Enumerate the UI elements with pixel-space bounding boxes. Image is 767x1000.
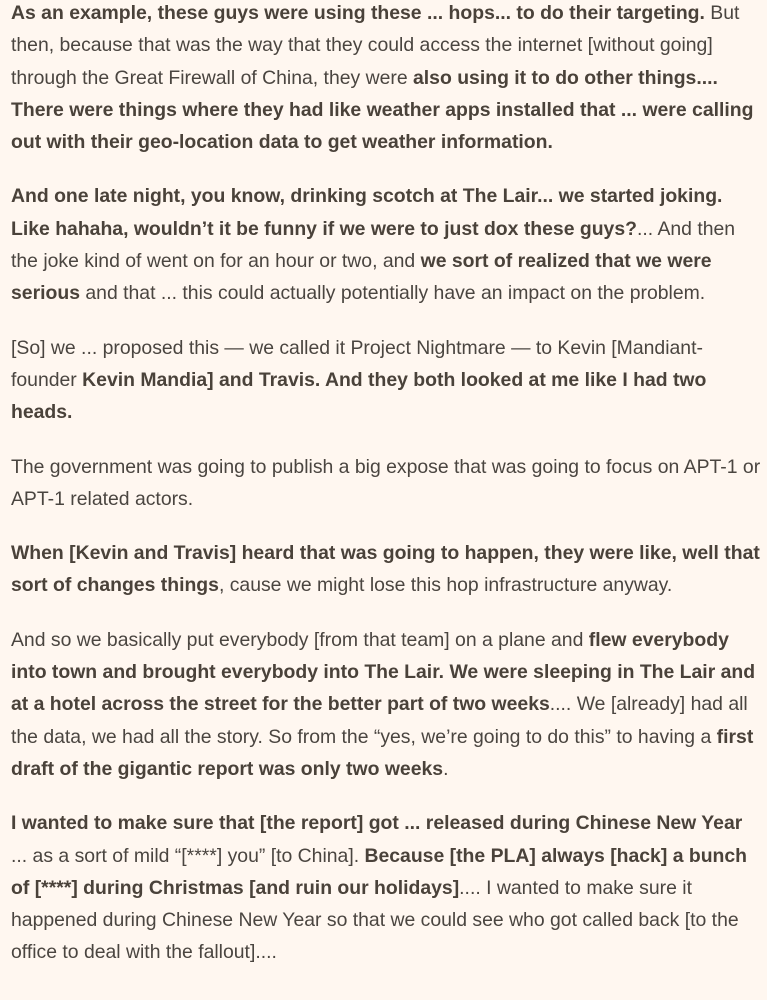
bold-text: flew everybody into town and brought everybody into The Lair. We were sleeping in The Lair and at a hotel across the street for the better part of two weeks	[11, 628, 756, 716]
bold-text: I wanted to make sure that [the report] got ... released during Chinese New Year	[11, 812, 743, 835]
body-text: .... We [already] had all the data, we had all the story. So from the “yes, we’re going to do this” to having a	[11, 693, 748, 748]
paragraph-5	[11, 537, 763, 602]
bold-text: When [Kevin and Travis] heard that was going to happen, they were like, well that sort of changes things	[11, 542, 760, 597]
bold-text: Because [the PLA] always [hack] a bunch of [****] during Christmas [and ruin our holidays]	[11, 844, 748, 899]
paragraph-4	[11, 451, 763, 516]
paragraph-2	[11, 180, 763, 309]
bold-text: As an example, these guys were using these ... hops... to do their targeting.	[11, 2, 705, 24]
bold-text: we sort of realized that we were serious	[11, 250, 712, 305]
paragraph-6	[11, 624, 763, 785]
body-text: And so we basically put everybody [from that team] on a plane and	[11, 628, 589, 651]
article-body	[11, 0, 763, 991]
bold-text: also using it to do other things.... There were things where they had like weather apps installed that ... were calling out with their geo-location data to get weather information.	[11, 66, 754, 154]
body-text: [So] we ... proposed this — we called it Project Nightmare — to Kevin [Mandiant-founder	[11, 336, 703, 391]
bold-text: first draft of the gigantic report was only two weeks	[11, 725, 754, 780]
body-text: But then, because that was the way that they could access the internet [without going] through the Great Firewall of China, they were	[11, 2, 740, 89]
body-text: .... I wanted to make sure it happened during Chinese New Year so that we could see who got called back [to the office to deal with the fallout]....	[11, 876, 739, 964]
bold-text: Kevin Mandia] and Travis. And they both looked at me like I had two heads.	[11, 368, 707, 424]
body-text: The government was going to publish a big expose that was going to focus on APT-1 or APT-1 related actors.	[11, 455, 761, 510]
paragraph-1	[11, 0, 763, 158]
body-text: , cause we might lose this hop infrastructure anyway.	[218, 574, 673, 597]
body-text: ... And then the joke kind of went on for an hour or two, and	[11, 217, 736, 273]
body-text: .	[443, 757, 449, 780]
paragraph-7	[11, 807, 763, 968]
body-text: ... as a sort of mild “[****] you” [to China].	[11, 844, 365, 867]
bold-text: And one late night, you know, drinking scotch at The Lair... we started joking. Like hahaha, wouldn’t it be funny if we were to just dox these guys?	[11, 185, 723, 240]
paragraph-3	[11, 332, 763, 429]
body-text: and that ... this could actually potentially have an impact on the problem.	[79, 282, 706, 305]
